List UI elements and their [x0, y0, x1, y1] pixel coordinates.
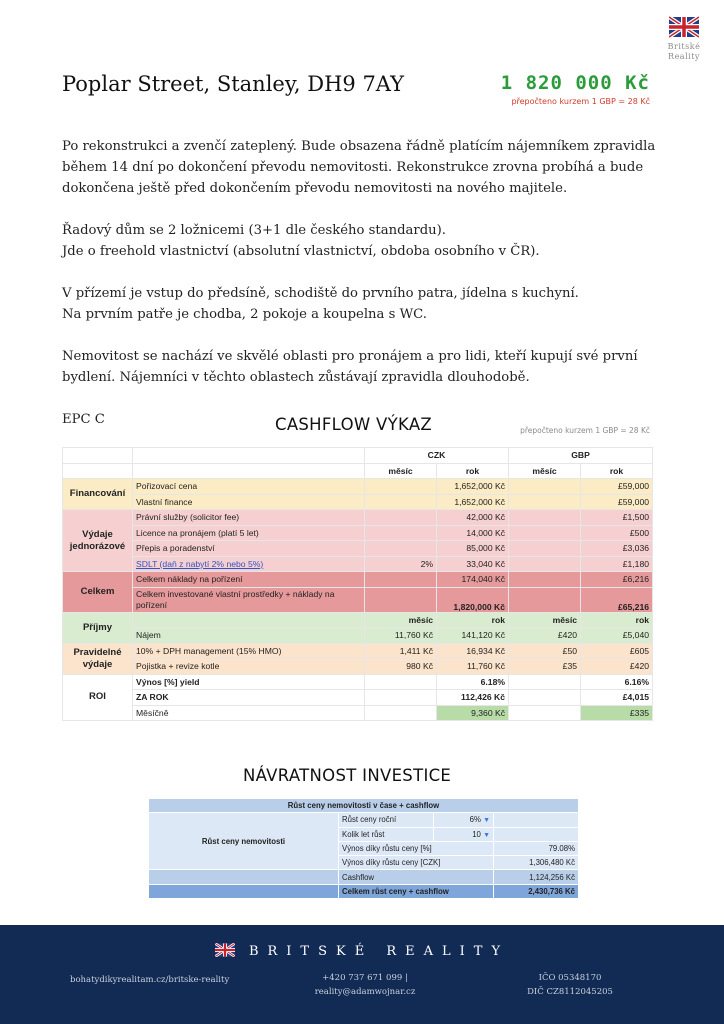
- row-label: Výnos [%] yield: [133, 674, 365, 690]
- czk-year: 1,820,000 Kč: [437, 587, 509, 612]
- column-header: rok: [581, 612, 653, 628]
- table-row: [63, 690, 653, 706]
- footer-website[interactable]: bohatydikyrealitam.cz/britske-reality: [70, 975, 230, 985]
- dropdown-arrow-icon[interactable]: ▼: [483, 817, 490, 825]
- row-value: [494, 827, 579, 841]
- gbp-year: £5,040: [581, 628, 653, 644]
- growth-rate-value[interactable]: 6%: [469, 815, 481, 825]
- table-row: [63, 572, 653, 588]
- cashflow-label: Cashflow: [339, 870, 494, 884]
- table-row: [149, 870, 579, 884]
- epc-rating: EPC C: [62, 412, 105, 427]
- footer-brand: [0, 943, 724, 959]
- uk-flag-icon: [669, 16, 699, 38]
- gbp-year: £65,216: [581, 587, 653, 612]
- row-label: Pojistka + revize kotle: [133, 659, 365, 675]
- description-line: Na prvním patře je chodba, 2 pokoje a koupelna s WC.: [62, 307, 427, 322]
- column-header: měsíc: [365, 612, 437, 628]
- row-label: Výnos díky růstu ceny [%]: [339, 841, 494, 855]
- gbp-month: £35: [509, 659, 581, 675]
- table-row: [63, 525, 653, 541]
- navratnost-table: [148, 798, 579, 899]
- row-label: Kolik let růst: [339, 827, 434, 841]
- column-header: rok: [437, 463, 509, 479]
- table-row: [149, 813, 579, 827]
- gbp-month: £50: [509, 643, 581, 659]
- footer-ico: IČO 05348170: [538, 973, 602, 983]
- row-label: Licence na pronájem (platí 5 let): [133, 525, 365, 541]
- czk-month: 11,760 Kč: [365, 628, 437, 644]
- row-label: Měsíčně: [133, 705, 365, 721]
- navratnost-table-title: Růst ceny nemovitosti v čase + cashflow: [149, 799, 579, 813]
- czk-year: 174,040 Kč: [437, 572, 509, 588]
- sdlt-link[interactable]: [133, 556, 365, 572]
- table-row: [63, 659, 653, 675]
- footer-company: [510, 971, 630, 999]
- row-label: Celkem náklady na pořízení: [133, 572, 365, 588]
- cashflow-rate-note: přepočteno kurzem 1 GBP = 28 Kč: [520, 426, 650, 435]
- property-description: [62, 136, 672, 430]
- gbp-year: £6,216: [581, 572, 653, 588]
- table-row: [63, 541, 653, 557]
- table-row: [63, 674, 653, 690]
- row-label: Vlastní finance: [133, 494, 365, 510]
- gbp-year: £500: [581, 525, 653, 541]
- uk-flag-icon: [215, 943, 235, 957]
- cashflow-value: 1,124,256 Kč: [494, 870, 579, 884]
- gbp-year: £605: [581, 643, 653, 659]
- czk-year: 42,000 Kč: [437, 510, 509, 526]
- czk-year: 16,934 Kč: [437, 643, 509, 659]
- total-label: Celkem růst ceny + cashflow: [339, 884, 494, 898]
- description-line: Řadový dům se 2 ložnicemi (3+1 dle českého standardu).: [62, 223, 446, 238]
- table-row: [63, 556, 653, 572]
- description-line: Jde o freehold vlastnictví (absolutní vlastnictví, obdoba osobního v ČR).: [62, 244, 540, 259]
- footer-phone[interactable]: +420 737 671 099 |: [322, 973, 408, 983]
- table-row: [63, 705, 653, 721]
- column-header: měsíc: [365, 463, 437, 479]
- cashflow-table: [62, 447, 653, 721]
- category-pravidelne: Pravidelné výdaje: [63, 643, 133, 674]
- row-label: Výnos díky růstu ceny [CZK]: [339, 856, 494, 870]
- column-header: měsíc: [509, 463, 581, 479]
- table-row: [63, 510, 653, 526]
- growth-rate-select[interactable]: [434, 813, 494, 827]
- footer-contact: [290, 971, 440, 999]
- table-row: [63, 587, 653, 612]
- row-label: Právní služby (solicitor fee): [133, 510, 365, 526]
- table-row: [63, 612, 653, 628]
- description-paragraph: [62, 283, 672, 325]
- total-value: 2,430,736 Kč: [494, 884, 579, 898]
- years-select[interactable]: [434, 827, 494, 841]
- czk-year: 33,040 Kč: [437, 556, 509, 572]
- category-prijmy: Příjmy: [63, 612, 133, 643]
- sdlt-link-text[interactable]: SDLT (daň z nabytí 2% nebo 5%): [136, 558, 264, 569]
- czk-year: 9,360 Kč: [437, 705, 509, 721]
- table-row: [63, 463, 653, 479]
- navratnost-title: NÁVRATNOST INVESTICE: [243, 766, 452, 785]
- czk-month: 1,411 Kč: [365, 643, 437, 659]
- description-paragraph: Po rekonstrukci a zvenčí zateplený. Bude obsazena řádně platícím nájemníkem zpravidla během 14 dní po dokončení převodu nemovitosti. Rekonstrukce zrovna probíhá a bude dokončena ještě před dokončením převodu nemovitosti na nového majitele.: [62, 139, 656, 196]
- currency-gbp-header: GBP: [509, 448, 653, 464]
- footer: [0, 925, 724, 1024]
- column-header: rok: [437, 612, 509, 628]
- gbp-month: £420: [509, 628, 581, 644]
- column-header: rok: [581, 463, 653, 479]
- footer-brand-name: BRITSKÉ REALITY: [248, 944, 510, 959]
- row-value: 79.08%: [494, 841, 579, 855]
- table-row: [149, 799, 579, 813]
- description-paragraph: Nemovitost se nachází ve skvělé oblasti pro pronájem a pro lidi, kteří kupují své první bydlení. Nájemníci v těchto oblastech zůstávají zpravidla dlouhodobě.: [62, 349, 638, 385]
- currency-czk-header: CZK: [365, 448, 509, 464]
- years-value[interactable]: 10: [472, 829, 481, 839]
- description-paragraph: [62, 220, 672, 262]
- footer-dic: DIČ CZ8112045205: [527, 987, 613, 997]
- britske-reality-logo: [664, 16, 704, 62]
- row-label: Pořizovací cena: [133, 479, 365, 495]
- cashflow-title: CASHFLOW VÝKAZ: [275, 415, 433, 434]
- czk-year: 141,120 Kč: [437, 628, 509, 644]
- description-line: V přízemí je vstup do předsíně, schodiště do prvního patra, jídelna s kuchyní.: [62, 286, 579, 301]
- table-row: [63, 643, 653, 659]
- group-label: Růst ceny nemovitosti: [149, 813, 339, 870]
- gbp-year: £59,000: [581, 494, 653, 510]
- czk-year: 85,000 Kč: [437, 541, 509, 557]
- category-roi: ROI: [63, 674, 133, 721]
- czk-year: 1,652,000 Kč: [437, 479, 509, 495]
- row-label: Celkem investované vlastní prostředky + náklady na pořízení: [133, 587, 365, 612]
- table-row: [63, 494, 653, 510]
- czk-year: 6.18%: [437, 674, 509, 690]
- table-row: [63, 448, 653, 464]
- gbp-year: £3,036: [581, 541, 653, 557]
- gbp-year: £4,015: [581, 690, 653, 706]
- row-label: Růst ceny roční: [339, 813, 434, 827]
- row-value: 1,306,480 Kč: [494, 856, 579, 870]
- table-row: [63, 628, 653, 644]
- row-label: 10% + DPH management (15% HMO): [133, 643, 365, 659]
- category-vydaje: Výdaje jednorázové: [63, 510, 133, 572]
- gbp-year: £335: [581, 705, 653, 721]
- row-label: Nájem: [133, 628, 365, 644]
- logo-line1: Britské: [667, 42, 701, 51]
- row-label: Přepis a poradenství: [133, 541, 365, 557]
- table-row: [149, 884, 579, 898]
- czk-month: 2%: [365, 556, 437, 572]
- czk-year: 112,426 Kč: [437, 690, 509, 706]
- price-rate-note: přepočteno kurzem 1 GBP = 28 Kč: [511, 97, 650, 106]
- czk-year: 14,000 Kč: [437, 525, 509, 541]
- czk-month: 980 Kč: [365, 659, 437, 675]
- gbp-year: £420: [581, 659, 653, 675]
- footer-email[interactable]: reality@adamwojnar.cz: [314, 987, 416, 997]
- gbp-year: £59,000: [581, 479, 653, 495]
- gbp-year: £1,500: [581, 510, 653, 526]
- property-price: 1 820 000 Kč: [500, 72, 650, 94]
- logo-line2: Reality: [668, 52, 700, 61]
- czk-year: 1,652,000 Kč: [437, 494, 509, 510]
- property-title: Poplar Street, Stanley, DH9 7AY: [62, 72, 404, 96]
- category-financovani: Financování: [63, 479, 133, 510]
- czk-year: 11,760 Kč: [437, 659, 509, 675]
- table-row: [63, 479, 653, 495]
- row-value: [494, 813, 579, 827]
- category-celkem: Celkem: [63, 572, 133, 613]
- dropdown-arrow-icon[interactable]: ▼: [483, 831, 490, 839]
- column-header: měsíc: [509, 612, 581, 628]
- row-label: ZA ROK: [133, 690, 365, 706]
- gbp-year: 6.16%: [581, 674, 653, 690]
- gbp-year: £1,180: [581, 556, 653, 572]
